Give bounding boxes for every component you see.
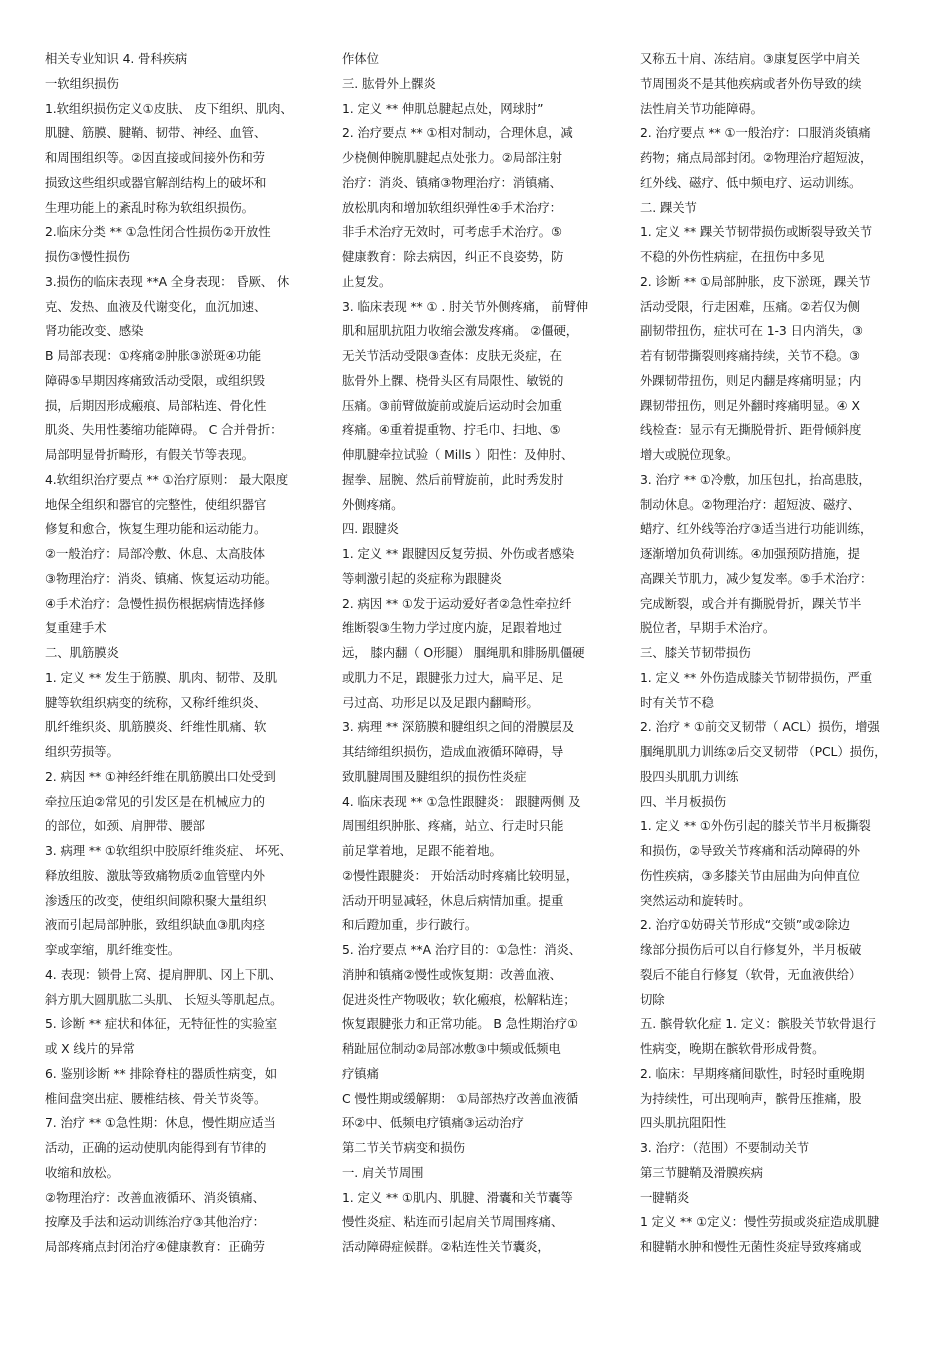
text-line: 活动开明显减轻，休息后病情加重。提重 bbox=[342, 892, 564, 908]
text-line: 损致这些组织或器官解剖结构上的破坏和 bbox=[45, 174, 267, 190]
text-line: 腱等软组织病变的统称，又称纤维织炎、 bbox=[45, 694, 267, 710]
text-line: 1. 定义 ** 踝关节韧带损伤或断裂导致关节 bbox=[640, 224, 872, 240]
text-line: ②慢性跟腱炎： 开始活动时疼痛比较明显， bbox=[342, 867, 579, 883]
text-line: 障碍⑤早期因疼痛致活动受限，或组织毁 bbox=[45, 372, 265, 388]
text-line: 2.临床分类 ** ①急性闭合性损伤②开放性 bbox=[45, 224, 271, 240]
text-line: 活动，正确的运动使肌肉能得到有节律的 bbox=[45, 1140, 267, 1155]
text-line: 6. 鉴别诊断 ** 排除脊柱的器质性病变，如 bbox=[45, 1065, 277, 1081]
text-line: 地保全组织和器官的完整性，使组织器官 bbox=[45, 496, 267, 512]
text-line: 伤性疾病，③多膝关节由屈曲为向伸直位 bbox=[640, 867, 860, 883]
text-line: 克、发热、血液及代谢变化，血沉加速、 bbox=[45, 298, 267, 314]
text-line: 制动休息。②物理治疗：超短波、磁疗、 bbox=[640, 496, 860, 512]
text-line: 时有关节不稳 bbox=[640, 694, 714, 710]
text-line: 少桡侧伸腕肌腱起点处张力。②局部注射 bbox=[342, 150, 562, 165]
text-line: 损伤③慢性损伤 bbox=[45, 249, 130, 264]
text-line: 5. 治疗要点 **A 治疗目的：①急性：消炎、 bbox=[342, 942, 582, 957]
text-line: 三. 肱骨外上髁炎 bbox=[342, 75, 436, 91]
text-line: 肌纤维织炎、肌筋膜炎、纤维性肌痛、软 bbox=[45, 719, 267, 735]
text-line: 释放组胺、激肽等致痛物质②血管壁内外 bbox=[45, 867, 265, 883]
text-line: 第三节腱鞘及滑膜疾病 bbox=[640, 1164, 763, 1180]
text-line: 和后蹬加重，步行跛行。 bbox=[342, 917, 478, 933]
text-line: 收缩和放松。 bbox=[45, 1164, 119, 1180]
text-line: 疼痛。④重着提重物、拧毛巾、扫地、⑤ bbox=[342, 422, 561, 438]
text-line: 脱位者，早期手术治疗。 bbox=[640, 620, 776, 636]
text-line: ③物理治疗：消炎、镇痛、恢复运动功能。 bbox=[45, 570, 278, 586]
text-line: 挛或挛缩，肌纤维变性。 bbox=[45, 942, 181, 957]
text-line: 又称五十肩、冻结肩。③康复医学中肩关 bbox=[640, 51, 860, 66]
text-line: ②物理治疗：改善血液循环、消炎镇痛、 bbox=[45, 1189, 265, 1205]
text-line: 为持续性，可出现响声，髌骨压推痛，股 bbox=[640, 1090, 862, 1106]
text-line: 四、半月板损伤 bbox=[640, 793, 727, 809]
text-line: C 慢性期或缓解期： ①局部热疗改善血液循 bbox=[342, 1090, 579, 1106]
text-line: 局部明显骨折畸形，有假关节等表现。 bbox=[45, 447, 254, 462]
text-line: 一软组织损伤 bbox=[45, 75, 119, 91]
text-line: 股四头肌肌力训练 bbox=[640, 768, 739, 784]
text-line: 3. 治疗：（范围）不要制动关节 bbox=[640, 1140, 810, 1155]
text-line: 节周围炎不是其他疾病或者外伤导致的续 bbox=[640, 75, 862, 91]
text-line: 伸肌腱牵拉试验（ Mills ）阳性：及伸肘、 bbox=[342, 447, 574, 462]
text-line: 斜方肌大圆肌肱二头肌、 长短头等肌起点。 bbox=[45, 991, 283, 1007]
text-line: 疗镇痛 bbox=[342, 1065, 379, 1081]
text-line: 前足掌着地，足跟不能着地。 bbox=[342, 843, 502, 858]
text-line: 2. 治疗要点 ** ①相对制动，合理休息，减 bbox=[342, 125, 573, 141]
text-line: 或 X 线片的异常 bbox=[45, 1041, 135, 1056]
text-column-middle bbox=[342, 47, 617, 1260]
text-line: 周围组织肿胀、疼痛，站立、行走时只能 bbox=[342, 818, 564, 834]
text-line: 和周围组织等。②因直接或间接外伤和劳 bbox=[45, 150, 265, 165]
text-line: 突然运动和旋转时。 bbox=[640, 892, 751, 908]
text-line: 腘绳肌肌力训练②后交叉韧带 （PCL）损伤， bbox=[640, 744, 887, 759]
text-line: 二、肌筋膜炎 bbox=[45, 645, 119, 660]
text-line: 损，后期因形成瘢痕、局部粘连、骨化性 bbox=[45, 397, 267, 413]
text-line: 第二节关节病变和损伤 bbox=[342, 1140, 465, 1155]
text-line: 外侧疼痛。 bbox=[342, 496, 404, 512]
text-line: 修复和愈合，恢复生理功能和运动能力。 bbox=[45, 521, 267, 537]
text-line: 液而引起局部肿胀，致组织缺血③肌肉痉 bbox=[45, 917, 265, 933]
text-line: 4. 表现：锁骨上窝、提肩胛肌、冈上下肌、 bbox=[45, 966, 282, 982]
text-line: 2. 治疗要点 ** ①一般治疗：口服消炎镇痛 bbox=[640, 125, 871, 141]
text-line: 红外线、磁疗、低中频电疗、运动训练。 bbox=[640, 174, 862, 190]
text-line: 2. 治疗 * ①前交叉韧带（ ACL）损伤，增强 bbox=[640, 719, 880, 735]
text-line: 促进炎性产物吸收；软化瘢痕，松解粘连； bbox=[342, 991, 576, 1007]
text-line: 四头肌抗阻阳性 bbox=[640, 1115, 727, 1131]
text-line: 五. 髌骨软化症 1. 定义：髌股关节软骨退行 bbox=[640, 1016, 876, 1032]
text-line: 消肿和镇痛②慢性或恢复期：改善血液、 bbox=[342, 966, 562, 982]
text-line: 性病变，晚期在髌软骨形成骨赘。 bbox=[640, 1041, 825, 1056]
text-line: 药物；痛点局部封闭。②物理治疗超短波， bbox=[640, 150, 873, 165]
text-line: 稍趾屈位制动②局部冰敷③中频或低频电 bbox=[342, 1041, 561, 1056]
text-column-left bbox=[45, 47, 315, 1260]
text-line: 四. 跟腱炎 bbox=[342, 521, 399, 537]
text-line: 1. 定义 ** 外伤造成膝关节韧带损伤，严重 bbox=[640, 669, 872, 685]
text-line: 缘部分损伤后可以自行修复外，半月板破 bbox=[640, 942, 862, 957]
text-line: 握拳、屈腕、然后前臂旋前，此时秀发肘 bbox=[342, 471, 564, 487]
text-line: 椎间盘突出症、腰椎结核、骨关节炎等。 bbox=[45, 1090, 267, 1106]
text-line: 肌和屈肌抗阻力收缩会激发疼痛。 ②僵硬， bbox=[342, 323, 579, 339]
text-line: 无关节活动受限③查体：皮肤无炎症，在 bbox=[342, 348, 562, 363]
text-line: 2. 病因 ** ①发于运动爱好者②急性牵拉纤 bbox=[342, 595, 572, 611]
text-line: 4.软组织治疗要点 ** ①治疗原则： 最大限度 bbox=[45, 471, 288, 487]
text-line: 1.软组织损伤定义①皮肤、 皮下组织、肌肉、 bbox=[45, 100, 293, 116]
text-line: B 局部表现：①疼痛②肿胀③淤斑④功能 bbox=[45, 348, 262, 363]
text-line: 活动受限，行走困难，压痛。②若仅为侧 bbox=[640, 298, 860, 314]
text-line: 恢复跟腱张力和正常功能。 B 急性期治疗① bbox=[342, 1016, 579, 1032]
text-line: 止复发。 bbox=[342, 273, 392, 289]
text-line: 2. 临床：早期疼痛间歇性，时轻时重晚期 bbox=[640, 1065, 865, 1081]
text-line: 维断裂③生物力学过度内旋，足跟着地过 bbox=[342, 620, 562, 636]
text-line: 4. 临床表现 ** ①急性跟腱炎： 跟腱两侧 及 bbox=[342, 793, 581, 809]
text-line: 1. 定义 ** ①外伤引起的膝关节半月板撕裂 bbox=[640, 818, 871, 834]
text-line: 1. 定义 ** 发生于筋膜、肌肉、韧带、及肌 bbox=[45, 669, 277, 685]
text-line: 和腱鞘水肿和慢性无菌性炎症导致疼痛或 bbox=[640, 1239, 862, 1254]
text-line: 3. 病理 ** 深筋膜和腱组织之间的滑膜层及 bbox=[342, 719, 574, 735]
text-line: ②一般治疗：局部冷敷、休息、太高肢体 bbox=[45, 546, 265, 561]
text-line: 慢性炎症、粘连而引起肩关节周围疼痛、 bbox=[342, 1214, 564, 1230]
text-line: 一腱鞘炎 bbox=[640, 1189, 690, 1205]
text-line: 若有韧带撕裂则疼痛持续，关节不稳。③ bbox=[640, 348, 860, 363]
text-line: 非手术治疗无效时，可考虑手术治疗。⑤ bbox=[342, 224, 562, 240]
text-line: 组织劳损等。 bbox=[45, 744, 119, 759]
text-line: 3. 病理 ** ①软组织中胶原纤维炎症、 坏死、 bbox=[45, 843, 292, 858]
text-line: 渗透压的改变，使组织间隙积聚大量组织 bbox=[45, 892, 267, 908]
text-line: 放松肌肉和增加软组织弹性④手术治疗： bbox=[342, 199, 562, 215]
text-line: 逐渐增加负荷训练。④加强预防措施，提 bbox=[640, 546, 860, 561]
text-line: 3. 治疗 ** ①冷敷，加压包扎，抬高患肢， bbox=[640, 471, 871, 487]
text-line: 远， 膝内翻（ O形腿） 腘绳肌和腓肠肌僵硬 bbox=[342, 645, 585, 660]
text-line: 法性肩关节功能障碍。 bbox=[640, 100, 763, 116]
text-line: 蜡疗、红外线等治疗③适当进行功能训练， bbox=[640, 521, 873, 537]
text-line: 高踝关节肌力，减少复发率。⑤手术治疗： bbox=[640, 570, 873, 586]
text-line: 3.损伤的临床表现 **A 全身表现： 昏厥、 休 bbox=[45, 273, 290, 289]
text-line: 牵拉压迫②常见的引发区是在机械应力的 bbox=[45, 793, 265, 809]
text-line: 健康教育：除去病因，纠正不良姿势，防 bbox=[342, 249, 564, 264]
text-line: 外踝韧带扭伤，则足内翻是疼痛明显；内 bbox=[640, 372, 862, 388]
text-line: 复重建手术 bbox=[45, 620, 107, 636]
text-line: 1. 定义 ** 伸肌总腱起点处，网球肘” bbox=[342, 100, 544, 116]
text-line: 线检查：显示有无撕脱骨折、距骨倾斜度 bbox=[640, 422, 862, 438]
text-line: 1 定义 ** ①定义：慢性劳损或炎症造成肌腱 bbox=[640, 1214, 880, 1230]
text-line: 肾功能改变、感染 bbox=[45, 323, 144, 339]
text-line: 肌炎、失用性萎缩功能障碍。 C 合并骨折： bbox=[45, 422, 283, 438]
text-line: 2. 诊断 ** ①局部肿胀，皮下淤斑，踝关节 bbox=[640, 273, 871, 289]
text-line: 相关专业知识 4. 骨科疾病 bbox=[45, 51, 188, 66]
text-line: 和损伤，②导致关节疼痛和活动障碍的外 bbox=[640, 843, 860, 858]
text-line: 局部疼痛点封闭治疗④健康教育：正确劳 bbox=[45, 1239, 265, 1254]
text-line: 完成断裂，或合并有撕脱骨折，踝关节半 bbox=[640, 595, 862, 611]
text-line: 活动障碍症候群。②粘连性关节囊炎， bbox=[342, 1239, 550, 1254]
text-line: 三、膝关节韧带损伤 bbox=[640, 645, 751, 660]
text-line: 副韧带扭伤，症状可在 1-3 日内消失，③ bbox=[640, 323, 863, 339]
text-line: 治疗：消炎、镇痛③物理治疗：消镇痛、 bbox=[342, 174, 562, 190]
text-line: 弓过高、功形足以及足跟内翻畸形。 bbox=[342, 694, 539, 710]
text-line: 二. 踝关节 bbox=[640, 199, 697, 215]
text-line: 肌腱、筋膜、腱鞘、韧带、神经、血管、 bbox=[45, 125, 267, 141]
text-line: 1. 定义 ** ①肌内、肌腱、滑囊和关节囊等 bbox=[342, 1189, 573, 1205]
text-line: 或肌力不足，跟腱张力过大，扁平足、足 bbox=[342, 669, 564, 685]
text-line: 3. 临床表现 ** ① . 肘关节外侧疼痛， 前臂伸 bbox=[342, 298, 589, 314]
text-line: 5. 诊断 ** 症状和体征，无特征性的实验室 bbox=[45, 1016, 277, 1032]
text-line: ④手术治疗：急慢性损伤根据病情选择修 bbox=[45, 595, 265, 611]
text-line: 踝韧带扭伤，则足外翻时疼痛明显。④ X bbox=[640, 397, 860, 413]
text-line: 一. 肩关节周围 bbox=[342, 1164, 424, 1180]
text-line: 生理功能上的紊乱时称为软组织损伤。 bbox=[45, 199, 254, 215]
text-line: 不稳的外伤性病症，在扭伤中多见 bbox=[640, 249, 825, 264]
text-line: 1. 定义 ** 跟腱因反复劳损、外伤或者感染 bbox=[342, 546, 574, 561]
text-line: 裂后不能自行修复（软骨，无血液供给） bbox=[640, 966, 862, 982]
text-line: 2. 治疗①妨碍关节形成“交锁”或②除边 bbox=[640, 917, 850, 933]
text-line: 切除 bbox=[640, 991, 665, 1007]
text-line: 其结缔组织损伤，造成血液循环障碍，导 bbox=[342, 744, 564, 759]
text-line: 环②中、低频电疗镇痛③运动治疗 bbox=[342, 1115, 524, 1131]
text-line: 肱骨外上髁、桡骨头区有局限性、敏锐的 bbox=[342, 372, 564, 388]
text-column-right bbox=[640, 47, 910, 1260]
text-line: 增大或脱位现象。 bbox=[640, 447, 739, 462]
text-line: 等刺激引起的炎症称为跟腱炎 bbox=[342, 570, 502, 586]
text-line: 7. 治疗 ** ①急性期：休息，慢性期应适当 bbox=[45, 1115, 276, 1131]
text-line: 致肌腱周围及腱组织的损伤性炎症 bbox=[342, 768, 527, 784]
text-line: 2. 病因 ** ①神经纤维在肌筋膜出口处受到 bbox=[45, 768, 276, 784]
text-line: 按摩及手法和运动训练治疗③其他治疗： bbox=[45, 1214, 265, 1230]
text-line: 压痛。③前臂做旋前或旋后运动时会加重 bbox=[342, 397, 562, 413]
text-line: 的部位，如颈、肩胛带、腰部 bbox=[45, 818, 205, 834]
text-line: 作体位 bbox=[342, 51, 379, 66]
